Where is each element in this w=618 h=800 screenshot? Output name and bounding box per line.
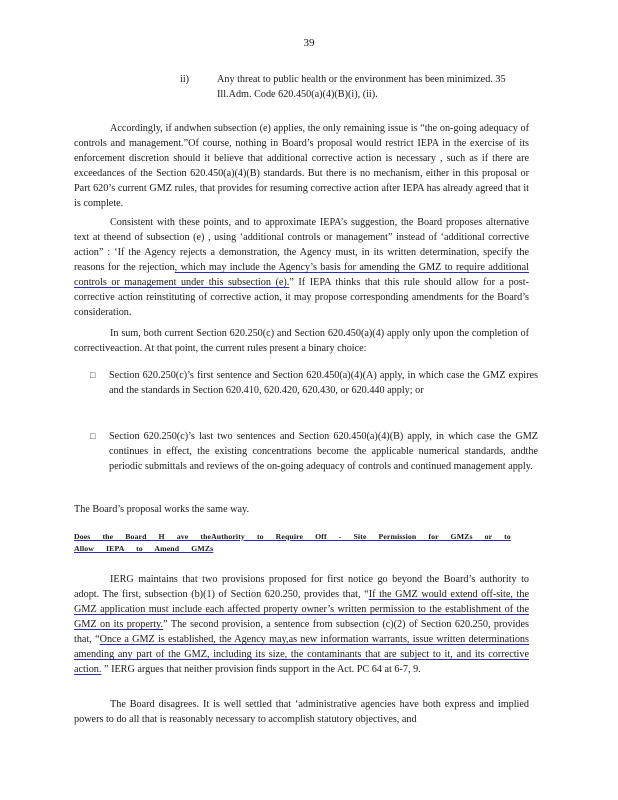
- page-number: 39: [303, 37, 315, 49]
- paragraph-proposal-works: [74, 502, 529, 517]
- paragraph-text-b: ” If IEPA thinks that this rule should allow for a post-corrective action reinstituting of corrective action, it may propose corresponding amendments for the Board’s consideration.: [74, 277, 529, 318]
- paragraph-text: In sum, both current Section 620.250(c) and Section 620.450(a)(4) apply only upon the completion of correctiveaction. At that point, the current rules present a binary choice:: [74, 328, 529, 354]
- paragraph-text-1: IERG maintains that two provisions proposed for first notice go beyond the Board’s authority to adopt. The first, subsection (b)(1) of Section 620.250, provides that, “: [74, 574, 529, 600]
- paragraph-text: The Board disagrees. It is well settled that ‘administrative agencies have both express and implied powers to do all that is reasonably necessary to accomplish statutory objectives, and: [74, 699, 529, 725]
- bullet-text: Section 620.250(c)’s last two sentences and Section 620.450(a)(4)(B) apply, in which case the GMZ continues in effect, the existing concentrations become the applicable numerical standards, andthe periodic submittals and reviews of the on-going adequacy of controls and continued management apply.: [109, 431, 538, 472]
- list-item-ii: [180, 72, 520, 102]
- paragraph-text: Accordingly, if andwhen subsection (e) applies, the only remaining issue is “the on-going adequacy of controls and management.”Of course, nothing in Board’s proposal would restrict IEPA in the exercise of its enforcement discretion should it believe that additional corrective action is necessary , such as if there are exceedances of the Section 620.450(a)(4)(B) standards. But there is no mechanism, either in this proposal or Part 620’s current GMZ rules, that provides for resuming corrective action after IEPA has already agreed that it is complete.: [74, 123, 529, 209]
- section-heading: [74, 531, 532, 555]
- bullet-item: [90, 368, 538, 398]
- list-item-text: Any threat to public health or the environment has been minimized. 35 Ill.Adm. Code 620.450(a)(4)(B)(i), (ii).: [217, 74, 506, 100]
- paragraph-board-disagrees: [74, 697, 529, 727]
- paragraph-text: [74, 215, 529, 320]
- paragraph-text: [74, 572, 529, 677]
- section-heading-text: Does the Board H ave theAuthority to Require Off - Site Permission for GMZs or to Allow IEPA to Amend GMZs: [74, 532, 511, 553]
- paragraph-consistent: [74, 215, 529, 320]
- underlined-quote-1: If the GMZ would extend off-site, the GMZ application must include each affected property owner’s written permission to the establishment of the GMZ on its property.: [74, 589, 529, 630]
- bullet-box-icon: □: [90, 431, 96, 441]
- list-item-label: ii): [180, 74, 190, 85]
- paragraph-text-3: ” IERG argues that neither provision finds support in the Act. PC 64 at 6-7, 9.: [101, 664, 421, 675]
- paragraph-text: The Board’s proposal works the same way.: [74, 504, 250, 515]
- paragraph-text-2: ” The second provision, a sentence from subsection (c)(2) of Section 620.250, provides that, “: [74, 619, 529, 645]
- bullet-box-icon: □: [90, 370, 96, 380]
- underlined-quote-2: Once a GMZ is established, the Agency may,as new information warrants, issue written determinations amending any part of the GMZ, including its size, the contaminants that are subject to it, and its corrective action.: [74, 634, 529, 675]
- paragraph-text-a: Consistent with these points, and to approximate IEPA’s suggestion, the Board proposes alternative text at theend of subsection (e) , using ‘additional controls or management” instead of ‘additional corrective action” : ‘If the Agency rejects a demonstration, the Agency must, in its written determination, specify the reasons for the rejection: [74, 217, 529, 273]
- paragraph-ierg: [74, 572, 529, 677]
- bullet-text: Section 620.250(c)’s first sentence and Section 620.450(a)(4)(A) apply, in which case the GMZ expires and the standards in Section 620.410, 620.420, 620.430, or 620.440 apply; or: [109, 370, 538, 396]
- bullet-item: [90, 429, 538, 474]
- paragraph-in-sum: [74, 326, 529, 356]
- paragraph-accordingly: [74, 121, 529, 211]
- underlined-insertion: , which may include the Agency’s basis for amending the GMZ to require additional controls or management under this subsection (e).: [74, 262, 529, 288]
